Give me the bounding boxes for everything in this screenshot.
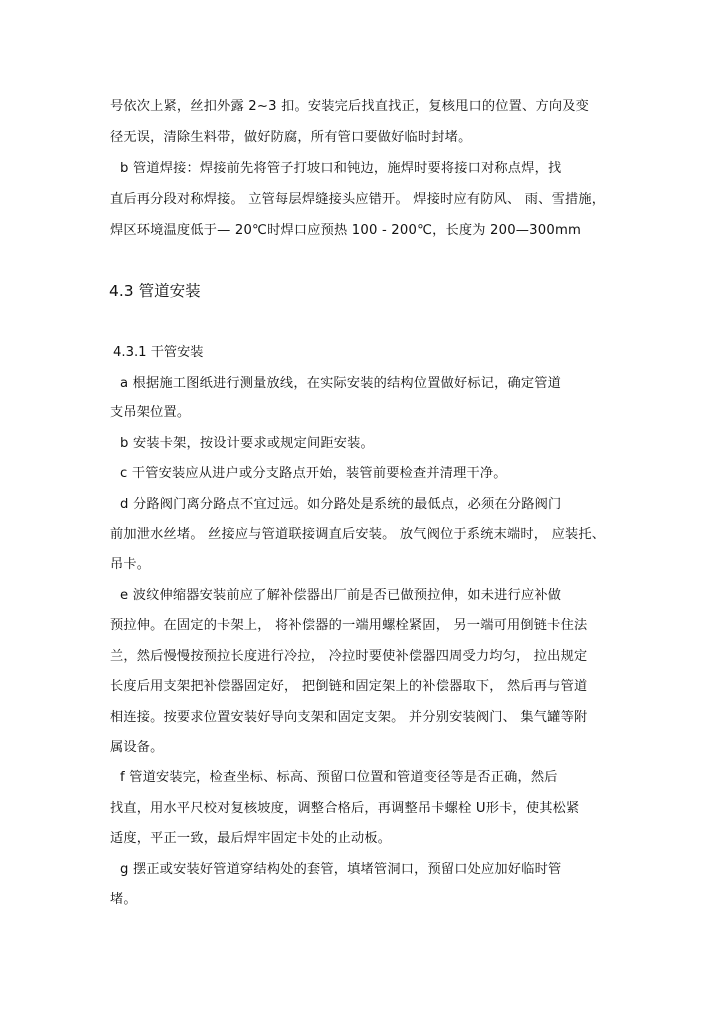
text-line: 找直，用水平尺校对复核坡度，调整合格后，再调整吊卡螺栓 U形卡，使其松紧: [110, 801, 580, 816]
text-line: 号依次上紧，丝扣外露 2~3 扣。安装完后找直找正，复核甩口的位置、方向及变: [110, 99, 589, 114]
text-line: 径无误，清除生料带，做好防腐，所有管口要做好临时封堵。: [110, 130, 472, 145]
text-line: e 波纹伸缩器安装前应了解补偿器出厂前是否已做预拉伸，如未进行应补做: [120, 588, 562, 603]
text-line: c 干管安装应从进户或分支路点开始，装管前要检查并清理干净。: [120, 466, 507, 481]
text-line: a 根据施工图纸进行测量放线，在实际安装的结构位置做好标记，确定管道: [120, 376, 562, 391]
text-line: d 分路阀门离分路点不宜过远。如分路处是系统的最低点，必须在分路阀门: [120, 497, 562, 512]
text-line: 兰，然后慢慢按预拉长度进行冷拉， 冷拉时要使补偿器四周受力均匀， 拉出规定: [110, 649, 588, 664]
text-line: 预拉伸。在固定的卡架上， 将补偿器的一端用螺栓紧固， 另一端可用倒链卡住法: [110, 618, 588, 633]
text-line: 长度后用支架把补偿器固定好， 把倒链和固定架上的补偿器取下， 然后再与管道: [110, 679, 588, 694]
text-line: 相连接。按要求位置安装好导向支架和固定支架。 并分别安装阀门、 集气罐等附: [110, 710, 588, 725]
text-line: 直后再分段对称焊接。 立管每层焊缝接头应错开。 焊接时应有防风、 雨、雪措施，: [110, 192, 606, 207]
text-line: b 安装卡架，按设计要求或规定间距安装。: [120, 436, 374, 451]
text-line: 属设备。: [110, 740, 164, 755]
subsection-heading: 4.3.1 干管安装: [113, 345, 204, 360]
text-line: 焊区环境温度低于— 20℃时焊口应预热 100 - 200℃，长度为 200—300mm: [110, 223, 582, 238]
section-heading: 4.3 管道安装: [109, 282, 201, 300]
text-line: b 管道焊接：焊接前先将管子打坡口和钝边，施焊时要将接口对称点焊，找: [120, 161, 562, 176]
text-line: f 管道安装完，检查坐标、标高、预留口位置和管道变径等是否正确，然后: [120, 770, 558, 785]
text-line: 堵。: [110, 892, 137, 907]
text-line: 前加泄水丝堵。 丝接应与管道联接调直后安装。 放气阀位于系统末端时， 应装托、: [110, 527, 606, 542]
text-line: 吊卡。: [110, 557, 151, 572]
text-line: g 摆正或安装好管道穿结构处的套管，填堵管洞口，预留口处应加好临时管: [120, 862, 562, 877]
text-line: 适度，平正一致，最后焊牢固定卡处的止动板。: [110, 831, 392, 846]
text-line: 支吊架位置。: [110, 405, 191, 420]
